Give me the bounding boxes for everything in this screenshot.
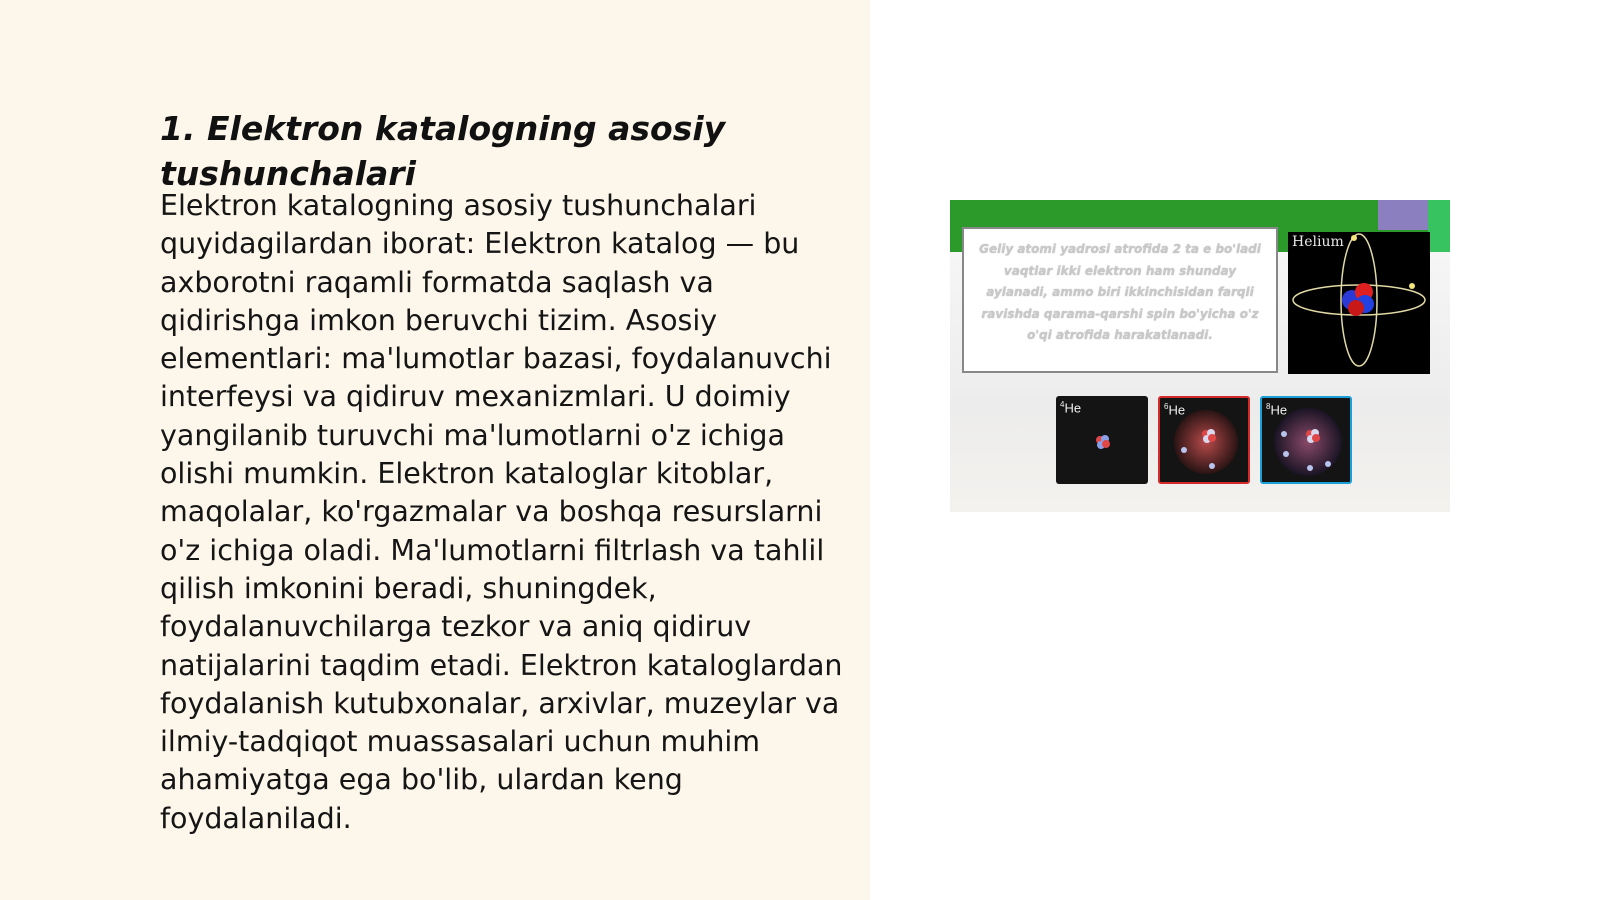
isotope-mass: 4 bbox=[1060, 400, 1065, 409]
isotope-mass: 6 bbox=[1164, 402, 1169, 411]
helium-illustration bbox=[950, 200, 1450, 512]
isotope-symbol: He bbox=[1168, 402, 1186, 418]
isotope-mass: 8 bbox=[1266, 402, 1271, 411]
isotope-symbol: He bbox=[1270, 402, 1288, 418]
isotope-card-he6 bbox=[1158, 396, 1250, 484]
helium-atom-icon bbox=[1288, 232, 1430, 374]
purple-banner-block bbox=[1378, 200, 1428, 230]
isotope-card-he8 bbox=[1260, 396, 1352, 484]
isotope-card-he4 bbox=[1056, 396, 1148, 484]
slide-title: 1. Elektron katalogning asosiy tushunchalari bbox=[160, 109, 726, 193]
slide-body-text: Elektron katalogning asosiy tushunchalari quyidagilardan iborat: Elektron katalog — bu axborotni raqamli formatda saqlash va qidirishga imkon beruvchi tizim. Asosiy elementlari: ma'lumotlar bazasi, foydalanuvchi interfeysi va qidiruv mexanizmlari. U doimiy yangilanib turuvchi ma'lumotlarni o'z ichiga olishi mumkin. Elektron kataloglar kitoblar, maqolalar, ko'rgazmalar va boshqa resurslarni o'z ichiga oladi. Ma'lumotlarni filtrlash va tahlil qilish imkonini beradi, shuningdek, foydalanuvchilarga tezkor va aniq qidiruv natijalarini taqdim etadi. Elektron kataloglardan foydalanish kutubxonalar, arxivlar, muzeylar va ilmiy-tadqiqot muassasalari uchun muhim ahamiyatga ega bo'lib, ulardan keng foydalaniladi. bbox=[160, 189, 843, 835]
helium-label: Helium bbox=[1292, 234, 1344, 250]
green-banner-edge bbox=[1428, 200, 1450, 252]
isotope-symbol: He bbox=[1064, 400, 1082, 416]
helium-atom-panel bbox=[1288, 232, 1430, 374]
figure-caption: Geliy atomi yadrosi atrofida 2 ta e bo'ladi vaqtlar ikki elektron ham shunday aylanadi, ammo biri ikkinchisidan farqli ravishda qarama-qarshi spin bo'yicha o'z o'qi atrofida harakatlanadi. bbox=[962, 227, 1278, 373]
